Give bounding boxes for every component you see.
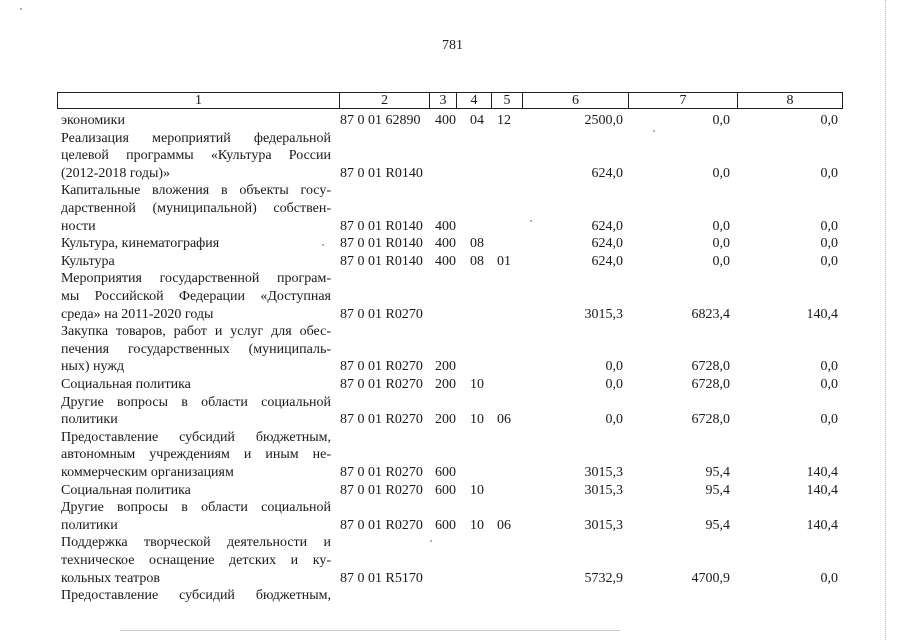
- row-value-7: 95,4: [705, 517, 730, 533]
- table-row: [0, 112, 905, 129]
- row-section: 10: [470, 377, 484, 392]
- table-row: [0, 587, 905, 604]
- table-row: [0, 306, 905, 323]
- row-value-7: 6728,0: [691, 412, 730, 428]
- row-value-6: 3015,3: [584, 482, 623, 498]
- row-value-8: 140,4: [806, 306, 838, 322]
- row-value-8: 0,0: [820, 359, 838, 375]
- table-row: [0, 358, 905, 375]
- row-name: Культура, кинематография: [61, 236, 220, 252]
- row-value-7: 0,0: [712, 253, 730, 269]
- table-row: [0, 182, 905, 199]
- header-cell-2: 2: [339, 92, 430, 109]
- row-name: Другие вопросы в области социальной: [61, 500, 331, 516]
- row-value-6: 0,0: [605, 377, 623, 392]
- row-value-6: 624,0: [591, 218, 623, 234]
- row-code: 87 0 01 R0140: [340, 236, 423, 252]
- row-value-6: 0,0: [605, 359, 623, 375]
- row-value-7: 6728,0: [691, 377, 730, 392]
- row-value-7: 6728,0: [691, 359, 730, 375]
- row-name: ности: [61, 218, 96, 234]
- page-number: 781: [442, 38, 463, 53]
- row-vr: 200: [435, 412, 456, 428]
- row-name: автономным учреждениям и иным не-: [61, 447, 331, 463]
- table-row: [0, 341, 905, 358]
- table-row: [0, 429, 905, 446]
- row-name: Социальная политика: [61, 377, 191, 392]
- table-row: [0, 394, 905, 411]
- table-row: [0, 534, 905, 551]
- row-name: политики: [61, 517, 118, 533]
- row-value-8: 0,0: [820, 570, 838, 586]
- row-section: 08: [470, 236, 484, 252]
- table-row: [0, 464, 905, 481]
- row-name: ных) нужд: [61, 359, 125, 375]
- table-row: [0, 165, 905, 182]
- row-section: 04: [470, 113, 484, 128]
- row-name: кольных театров: [61, 570, 160, 586]
- table-row: [0, 411, 905, 428]
- scan-edge: [885, 0, 887, 640]
- row-name: экономики: [61, 113, 125, 128]
- table-row: [0, 253, 905, 270]
- row-value-8: 140,4: [806, 465, 838, 480]
- row-subsection: 12: [497, 113, 511, 128]
- table-row: [0, 235, 905, 252]
- row-value-7: 0,0: [712, 218, 730, 234]
- row-vr: 600: [435, 482, 456, 498]
- table-row: [0, 288, 905, 305]
- row-code: 87 0 01 R0270: [340, 465, 423, 480]
- table-row: [0, 552, 905, 569]
- row-value-7: 0,0: [712, 113, 730, 128]
- row-vr: 400: [435, 218, 456, 234]
- row-name: Социальная политика: [61, 482, 191, 498]
- row-code: 87 0 01 R0140: [340, 165, 423, 181]
- row-value-6: 2500,0: [584, 113, 623, 128]
- row-name: мы Российской Федерации «Доступная: [61, 289, 331, 304]
- row-vr: 200: [435, 359, 456, 375]
- row-value-8: 0,0: [820, 253, 838, 269]
- row-name: печения государственных (муниципаль-: [61, 341, 331, 357]
- row-value-7: 95,4: [705, 482, 730, 498]
- row-value-8: 0,0: [820, 377, 838, 392]
- header-cell-5: 5: [491, 92, 523, 109]
- header-cell-7: 7: [628, 92, 738, 109]
- row-value-8: 0,0: [820, 218, 838, 234]
- row-value-7: 0,0: [712, 165, 730, 181]
- row-code: 87 0 01 R0270: [340, 306, 423, 322]
- table-row: [0, 200, 905, 217]
- row-code: 87 0 01 R0270: [340, 482, 423, 498]
- header-cell-6: 6: [522, 92, 629, 109]
- row-vr: 400: [435, 236, 456, 252]
- row-code: 87 0 01 R5170: [340, 570, 423, 586]
- table-row: [0, 218, 905, 235]
- row-value-6: 3015,3: [584, 465, 623, 480]
- row-subsection: 06: [497, 412, 511, 428]
- scan-artifact: [120, 630, 620, 631]
- row-value-7: 6823,4: [691, 306, 730, 322]
- row-value-8: 140,4: [806, 517, 838, 533]
- row-value-6: 624,0: [591, 236, 623, 252]
- row-code: 87 0 01 R0140: [340, 218, 423, 234]
- row-value-8: 0,0: [820, 412, 838, 428]
- row-value-6: 5732,9: [584, 570, 623, 586]
- row-name: политики: [61, 412, 118, 428]
- row-vr: 600: [435, 517, 456, 533]
- table-row: [0, 570, 905, 587]
- row-value-8: 0,0: [820, 113, 838, 128]
- row-name: (2012-2018 годы)»: [61, 165, 171, 181]
- header-cell-4: 4: [456, 92, 492, 109]
- row-value-8: 140,4: [806, 482, 838, 498]
- row-name: Предоставление субсидий бюджетным,: [61, 429, 331, 445]
- row-name: техническое оснащение детских и ку-: [61, 553, 331, 568]
- row-value-6: 3015,3: [584, 517, 623, 533]
- row-name: целевой программы «Культура России: [61, 148, 331, 164]
- row-value-6: 624,0: [591, 165, 623, 181]
- table-row: [0, 323, 905, 340]
- row-code: 87 0 01 R0270: [340, 359, 423, 375]
- row-section: 08: [470, 253, 484, 269]
- row-name: Другие вопросы в области социальной: [61, 394, 331, 410]
- row-value-8: 0,0: [820, 165, 838, 181]
- row-name: Мероприятия государственной програм-: [61, 271, 331, 287]
- table-row: [0, 130, 905, 147]
- row-name: Поддержка творческой деятельности и: [61, 535, 331, 551]
- table-row: [0, 517, 905, 534]
- row-name: Предоставление субсидий бюджетным,: [61, 588, 331, 604]
- row-subsection: 01: [497, 253, 511, 269]
- row-name: дарственной (муниципальной) собствен-: [61, 201, 331, 216]
- table-row: [0, 376, 905, 393]
- row-value-6: 3015,3: [584, 306, 623, 322]
- table-row: [0, 499, 905, 516]
- row-section: 10: [470, 482, 484, 498]
- row-name: Культура: [61, 253, 115, 269]
- row-code: 87 0 01 R0270: [340, 517, 423, 533]
- row-value-8: 0,0: [820, 236, 838, 252]
- row-value-6: 0,0: [605, 412, 623, 428]
- header-cell-1: 1: [57, 92, 340, 109]
- header-cell-3: 3: [429, 92, 457, 109]
- row-value-7: 4700,9: [691, 570, 730, 586]
- row-code: 87 0 01 R0270: [340, 377, 423, 392]
- row-vr: 200: [435, 377, 456, 392]
- table-row: [0, 446, 905, 463]
- row-code: 87 0 01 R0270: [340, 412, 423, 428]
- row-value-7: 95,4: [705, 465, 730, 480]
- row-vr: 400: [435, 253, 456, 269]
- header-cell-8: 8: [737, 92, 843, 109]
- table-row: [0, 270, 905, 287]
- row-name: коммерческим организациям: [61, 465, 234, 480]
- row-name: среда» на 2011-2020 годы: [61, 306, 214, 322]
- row-section: 10: [470, 517, 484, 533]
- row-name: Реализация мероприятий федеральной: [61, 130, 331, 146]
- row-subsection: 06: [497, 517, 511, 533]
- row-value-7: 0,0: [712, 236, 730, 252]
- row-code: 87 0 01 62890: [340, 113, 421, 128]
- row-vr: 600: [435, 465, 456, 480]
- row-name: Капитальные вложения в объекты госу-: [61, 183, 331, 199]
- table-row: [0, 147, 905, 164]
- row-code: 87 0 01 R0140: [340, 253, 423, 269]
- row-name: Закупка товаров, работ и услуг для обес-: [61, 324, 331, 340]
- row-section: 10: [470, 412, 484, 428]
- table-row: [0, 482, 905, 499]
- row-vr: 400: [435, 113, 456, 128]
- row-value-6: 624,0: [591, 253, 623, 269]
